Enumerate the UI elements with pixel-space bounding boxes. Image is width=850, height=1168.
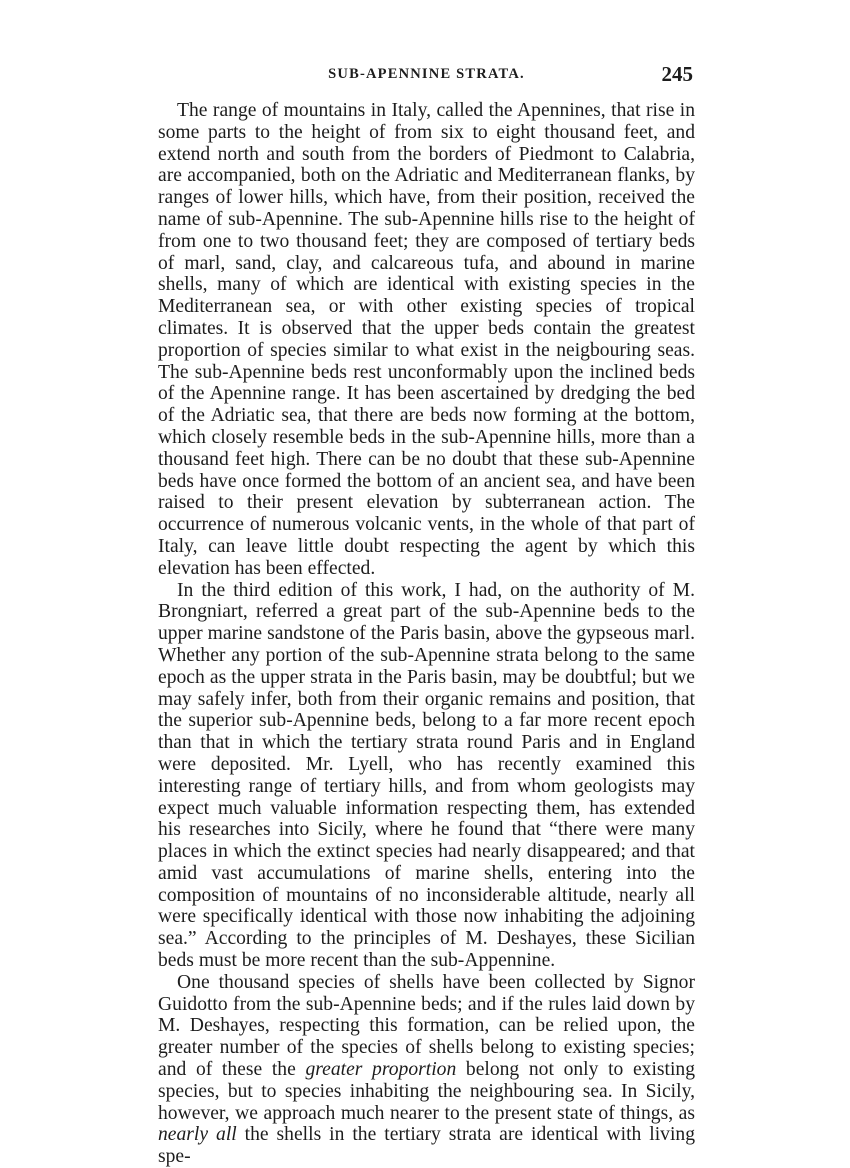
running-title: SUB-APENNINE STRATA. bbox=[328, 66, 525, 82]
paragraph-3-text-start: One thousand species of shells have been collected by Signor Guidotto from the sub-Apennine beds; and if the rules laid down by M. Deshayes, respecting this formation, can be relied upon, the greater number of the species of shells belong to existing species; and of these the bbox=[158, 971, 695, 1081]
emphasis-greater-proportion: greater proportion bbox=[305, 1059, 457, 1081]
body-text bbox=[158, 100, 695, 1168]
paragraph-2: In the third edition of this work, I had, on the authority of M. Brongniart, referred a great part of the sub-Apennine beds to the upper marine sandstone of the Paris basin, above the gypseous marl. Whether any portion of the sub-Apennine strata belong to the same epoch as the upper strata in the Paris basin, may be doubtful; but we may safely infer, both from their organic remains and position, that the superior sub-Apennine beds, belong to a far more recent epoch than that in which the tertiary strata round Paris and in England were deposited. Mr. Lyell, who has recently examined this interesting range of tertiary hills, and from whom geologists may expect much valuable information respecting them, has extended his researches into Sicily, where he found that “there were many places in which the extinct species had nearly disappeared; and that amid vast accumulations of marine shells, entering into the composition of mountains of no inconsiderable altitude, nearly all were specifically identical with those now inhabiting the adjoining sea.” According to the principles of M. Deshayes, these Sicilian beds must be more recent than the sub-Appennine. bbox=[158, 579, 695, 972]
paragraph-1: The range of mountains in Italy, called the Apennines, that rise in some parts to the height of from six to eight thousand feet, and extend north and south from the borders of Piedmont to Calabria, are accompanied, both on the Adriatic and Mediterranean flanks, by ranges of lower hills, which have, from their position, received the name of sub-Apennine. The sub-Apennine hills rise to the height of from one to two thousand feet; they are composed of tertiary beds of marl, sand, clay, and calcareous tufa, and abound in marine shells, many of which are identical with existing species in the Mediterranean sea, or with other existing species of tropical climates. It is observed that the upper beds contain the greatest proportion of species similar to what exist in the neigbouring seas. The sub-Apennine beds rest unconformably upon the inclined beds of the Apennine range. It has been ascertained by dredging the bed of the Adriatic sea, that there are beds now forming at the bottom, which closely resemble beds in the sub-Apennine hills, more than a thousand feet high. There can be no doubt that these sub-Apennine beds have once formed the bottom of an ancient sea, and have been raised to their present elevation by subterranean action. The occurrence of numerous volcanic vents, in the whole of that part of Italy, can leave little doubt respecting the agent by which this elevation has been effected. bbox=[158, 100, 695, 579]
paragraph-3-text-end: the shells in the tertiary strata are identical with living spe- bbox=[158, 1124, 695, 1168]
page-number: 245 bbox=[661, 62, 693, 86]
running-head bbox=[158, 62, 695, 86]
emphasis-nearly-all: nearly all bbox=[158, 1124, 237, 1146]
paragraph-3 bbox=[158, 972, 695, 1168]
paragraph-3-text-middle: belong not only to existing species, but to species inhabiting the neighbouring sea. In Sicily, however, we approach much nearer to the present state of things, as bbox=[158, 1059, 696, 1124]
